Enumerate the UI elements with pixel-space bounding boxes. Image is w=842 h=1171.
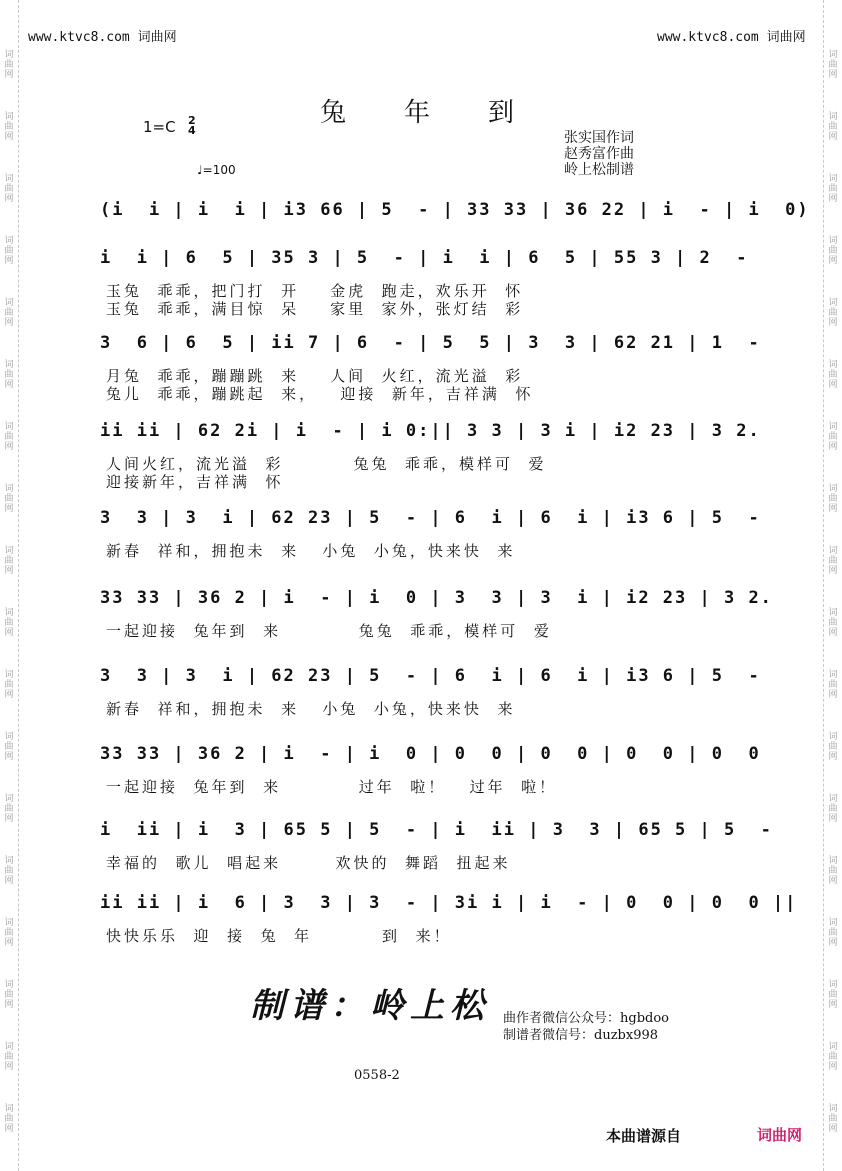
lyric-verse: 人间火红，流光溢 彩 兔兔 乖乖，模样可 爱 [106, 455, 547, 473]
watermark-text: 词曲网 [828, 50, 838, 80]
credits [564, 130, 634, 178]
watermark-text: 词曲网 [828, 794, 838, 824]
watermark-text: 词曲网 [4, 1042, 14, 1072]
watermark-text: 词曲网 [828, 298, 838, 328]
watermark-text: 词曲网 [828, 918, 838, 948]
watermark-text: 词曲网 [4, 484, 14, 514]
watermark-text: 词曲网 [828, 422, 838, 452]
site-name-text: 词曲网 [137, 30, 177, 45]
watermark-text: 词曲网 [4, 236, 14, 266]
watermark-text: 词曲网 [828, 732, 838, 762]
notes-row: 3 3 | 3 i | 62 23 | 5 - | 6 i | 6 i | i3 6 | 5 - [100, 508, 761, 528]
wechat-public-account: 曲作者微信公众号：hgbdoo [503, 1011, 669, 1026]
score-line [100, 240, 749, 318]
time-signature-bottom: 4 [188, 124, 196, 137]
source-logo[interactable]: 词曲网 [757, 1126, 803, 1144]
lyric-verse: 新春 祥和，拥抱未 来 小兔 小兔，快来快 来 [106, 542, 516, 560]
time-signature [188, 116, 196, 136]
wechat-maker-account: 制谱者微信号：duzbx998 [503, 1028, 659, 1043]
watermark-text: 词曲网 [828, 1042, 838, 1072]
watermark-text: 词曲网 [4, 608, 14, 638]
watermark-text: 词曲网 [4, 732, 14, 762]
watermark-text: 词曲网 [4, 670, 14, 700]
key-signature: 1=C [143, 118, 176, 136]
score-line [100, 500, 761, 560]
watermark-text: 词曲网 [4, 422, 14, 452]
contact-info [503, 1010, 669, 1044]
page-code: 0558-2 [354, 1068, 400, 1083]
left-watermark-strip [0, 0, 19, 1171]
lyric-verse: 一起迎接 兔年到 来 兔兔 乖乖，模样可 爱 [106, 622, 552, 640]
composer: 赵秀富作曲 [564, 146, 634, 162]
watermark-text: 词曲网 [828, 1104, 838, 1134]
notes-row: 33 33 | 36 2 | i - | i 0 | 0 0 | 0 0 | 0 0 | 0 0 [100, 744, 761, 764]
watermark-text: 词曲网 [828, 484, 838, 514]
watermark-text: 词曲网 [4, 174, 14, 204]
notes-row: (i i | i i | i3 66 | 5 - | 33 33 | 36 22 | i - | i 0) [100, 200, 810, 220]
watermark-text: 词曲网 [828, 112, 838, 142]
site-name-text: 词曲网 [766, 30, 806, 45]
lyric-verse: 玉兔 乖乖，满目惊 呆 家里 家外，张灯结 彩 [106, 300, 524, 318]
lyric-verse: 月兔 乖乖，蹦蹦跳 来 人间 火红，流光溢 彩 [106, 367, 524, 385]
lyric-verse: 新春 祥和，拥抱未 来 小兔 小兔，快来快 来 [106, 700, 516, 718]
notes-row: i i | 6 5 | 35 3 | 5 - | i i | 6 5 | 55 3 | 2 - [100, 248, 749, 268]
site-url-text: www.ktvc8.com [657, 30, 759, 45]
notes-row: 3 3 | 3 i | 62 23 | 5 - | 6 i | 6 i | i3 6 | 5 - [100, 666, 761, 686]
watermark-text: 词曲网 [4, 794, 14, 824]
transcriber: 岭上松制谱 [564, 162, 634, 178]
watermark-text: 词曲网 [4, 918, 14, 948]
score-line [100, 736, 761, 796]
site-url-text: www.ktvc8.com [28, 30, 130, 45]
watermark-text: 词曲网 [828, 174, 838, 204]
watermark-text: 词曲网 [4, 112, 14, 142]
notes-row: 33 33 | 36 2 | i - | i 0 | 3 3 | 3 i | i2 23 | 3 2. [100, 588, 773, 608]
watermark-text: 词曲网 [828, 236, 838, 266]
watermark-text: 词曲网 [4, 546, 14, 576]
watermark-text: 词曲网 [828, 608, 838, 638]
score-line [100, 885, 798, 945]
signature: 制谱：岭上松 [250, 986, 490, 1026]
watermark-text: 词曲网 [828, 856, 838, 886]
watermark-text: 词曲网 [828, 360, 838, 390]
watermark-text: 词曲网 [4, 980, 14, 1010]
site-url-left[interactable] [28, 26, 177, 45]
watermark-text: 词曲网 [828, 546, 838, 576]
lyricist: 张实国作词 [564, 130, 634, 146]
site-url-right[interactable] [657, 26, 806, 45]
watermark-text: 词曲网 [4, 360, 14, 390]
tempo-mark: ♩=100 [197, 163, 236, 177]
notes-row: 3 6 | 6 5 | ii 7 | 6 - | 5 5 | 3 3 | 62 21 | 1 - [100, 333, 761, 353]
lyric-verse: 一起迎接 兔年到 来 过年 啦！ 过年 啦！ [106, 778, 558, 796]
song-title: 兔年到 [320, 98, 573, 128]
lyric-verse: 幸福的 歌儿 唱起来 欢快的 舞蹈 扭起来 [106, 854, 511, 872]
source-label: 本曲谱源自 [606, 1127, 682, 1145]
score-line [100, 325, 761, 403]
watermark-text: 词曲网 [4, 1104, 14, 1134]
score-line [100, 580, 773, 640]
score-line [100, 812, 773, 872]
score-line [100, 413, 761, 491]
lyric-verse: 迎接新年，吉祥满 怀 [106, 473, 284, 491]
right-watermark-strip [823, 0, 842, 1171]
watermark-text: 词曲网 [4, 856, 14, 886]
watermark-text: 词曲网 [4, 298, 14, 328]
watermark-text: 词曲网 [4, 50, 14, 80]
watermark-text: 词曲网 [828, 670, 838, 700]
lyric-verse: 快快乐乐 迎 接 兔 年 到 来！ [106, 927, 452, 945]
notes-row: ii ii | i 6 | 3 3 | 3 - | 3i i | i - | 0 0 | 0 0 || [100, 893, 798, 913]
notes-row: ii ii | 62 2i | i - | i 0:|| 3 3 | 3 i | i2 23 | 3 2. [100, 421, 761, 441]
notes-row: i ii | i 3 | 65 5 | 5 - | i ii | 3 3 | 65 5 | 5 - [100, 820, 773, 840]
time-signature-top: 2 [188, 114, 196, 127]
watermark-text: 词曲网 [828, 980, 838, 1010]
lyric-verse: 兔儿 乖乖，蹦跳起 来， 迎接 新年，吉祥满 怀 [106, 385, 534, 403]
lyric-verse: 玉兔 乖乖，把门打 开 金虎 跑走，欢乐开 怀 [106, 282, 524, 300]
score-line [100, 658, 761, 718]
